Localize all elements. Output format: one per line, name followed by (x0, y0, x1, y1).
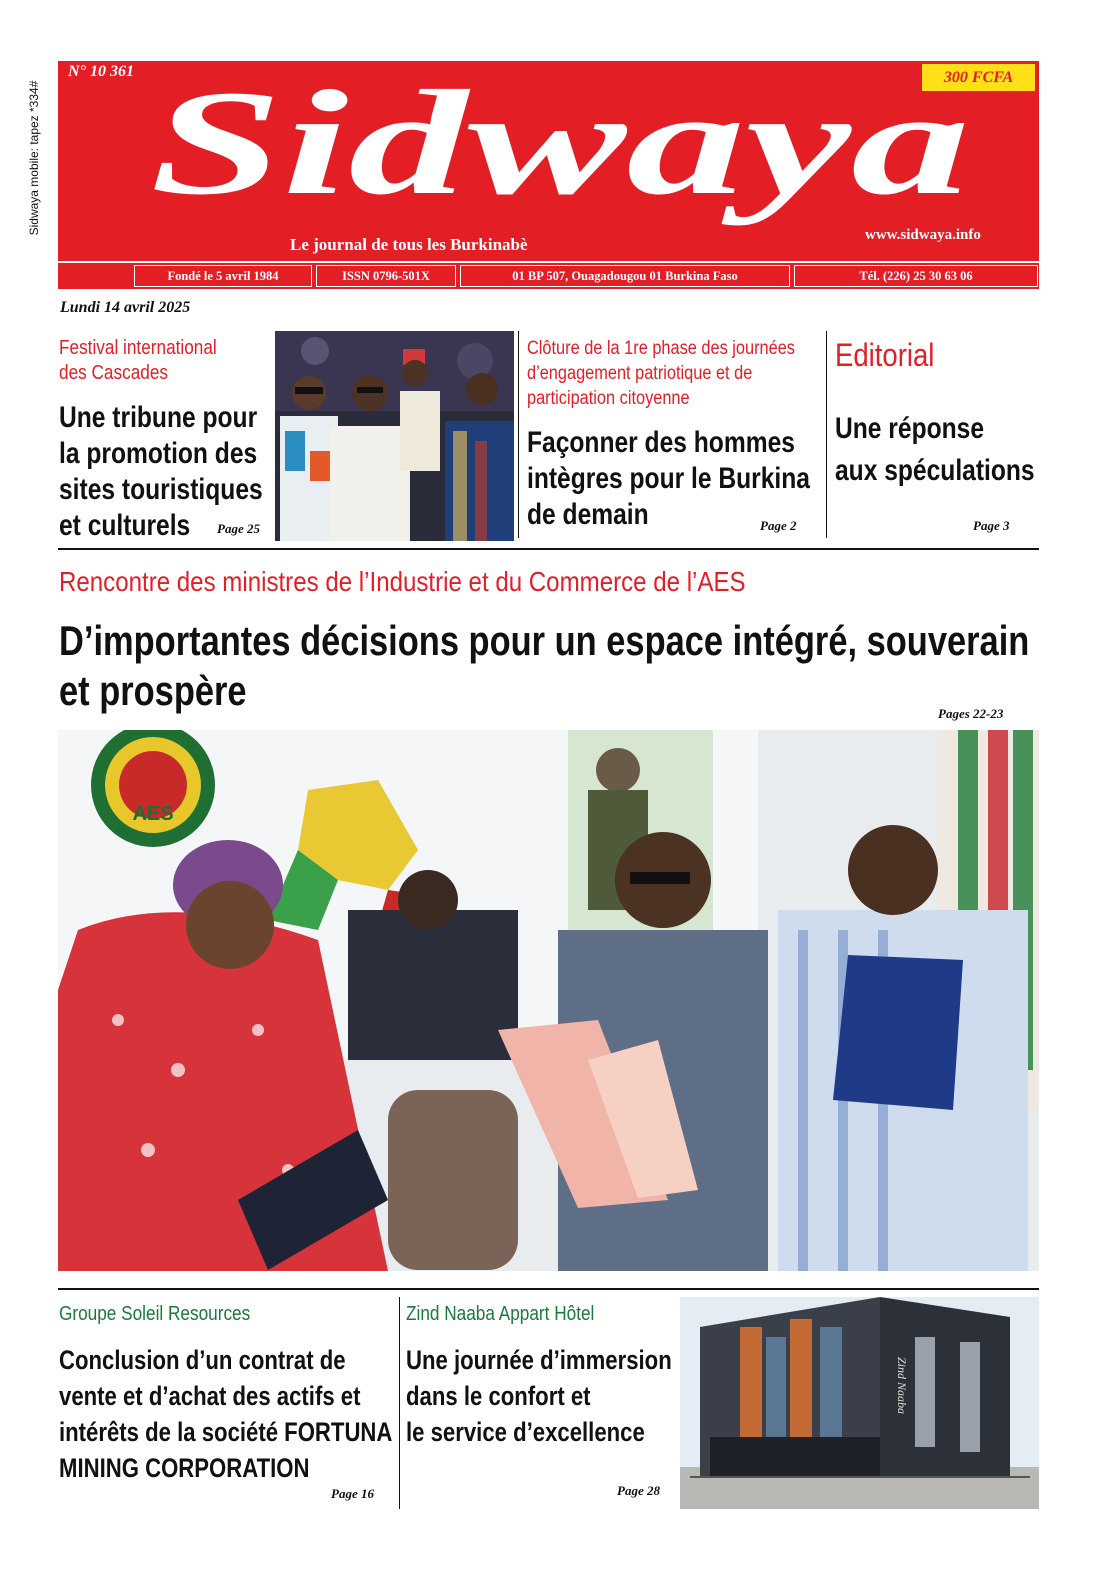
price-badge: 300 FCFA (922, 64, 1035, 91)
headline-line: vente et d’achat des actifs et (59, 1381, 361, 1411)
kicker-line: d’engagement patriotique et de (527, 363, 753, 384)
headline-line: Conclusion d’un contrat de (59, 1345, 346, 1375)
headline-line: D’importantes décisions pour un espace intégré, souverain (59, 617, 1030, 664)
festival-photo (275, 331, 514, 541)
kicker-line: des Cascades (59, 362, 169, 384)
soleil-page[interactable]: Page 16 (331, 1486, 374, 1501)
headline-line: Une tribune pour (59, 401, 258, 434)
section-divider (58, 1288, 1039, 1290)
headline-line: MINING CORPORATION (59, 1453, 310, 1483)
founded-date: Fondé le 5 avril 1984 (134, 265, 312, 287)
story-patriotic-headline[interactable] (527, 425, 810, 533)
headline-line: Une réponse (835, 412, 985, 445)
kicker-line: Festival international (59, 337, 217, 359)
main-story-photo (58, 730, 1039, 1271)
main-story-page[interactable]: Pages 22-23 (938, 706, 1004, 721)
column-divider (399, 1297, 400, 1509)
hotel-photo (680, 1297, 1039, 1509)
logo-wordmark: Sidwaya (150, 60, 970, 226)
kicker-line: Clôture de la 1re phase des journées (527, 338, 795, 359)
headline-line: Façonner des hommes (527, 426, 795, 459)
main-story-headline[interactable] (59, 616, 1029, 716)
issue-number: N° 10 361 (68, 63, 134, 80)
section-divider (58, 548, 1039, 550)
kicker-line: participation citoyenne (527, 388, 690, 409)
headline-line: le service d’excellence (406, 1417, 645, 1447)
editorial-page[interactable]: Page 3 (973, 518, 1010, 533)
headline-line: et prospère (59, 667, 247, 714)
headline-line: dans le confort et (406, 1381, 591, 1411)
headline-line: la promotion des (59, 437, 258, 470)
soleil-kicker: Groupe Soleil Resources (59, 1303, 251, 1325)
story-patriotic-kicker (527, 336, 795, 411)
column-divider (826, 331, 827, 538)
mobile-promo (22, 60, 46, 256)
editorial-headline[interactable] (835, 408, 1035, 492)
telephone: Tél. (226) 25 30 63 06 (794, 265, 1038, 287)
headline-line: de demain (527, 498, 649, 531)
mobile-promo-text: Sidwaya mobile: tapez *334# (27, 80, 41, 236)
zind-naaba-page[interactable]: Page 28 (617, 1483, 660, 1498)
story-festival-page[interactable]: Page 25 (217, 521, 260, 536)
aes-emblem-text: AES (132, 803, 174, 825)
column-divider (518, 331, 519, 538)
soleil-headline[interactable] (59, 1342, 392, 1486)
sidwaya-logo (140, 58, 980, 228)
hotel-sign-text: Zind Naaba (895, 1357, 909, 1415)
story-festival-kicker (59, 336, 217, 386)
masthead-info-bar (58, 263, 1039, 289)
zind-naaba-kicker: Zind Naaba Appart Hôtel (406, 1303, 595, 1325)
issue-date: Lundi 14 avril 2025 (60, 299, 191, 316)
headline-line: sites touristiques (59, 473, 263, 506)
story-patriotic-page[interactable]: Page 2 (760, 518, 797, 533)
headline-line: aux spéculations (835, 454, 1035, 487)
editorial-kicker: Editorial (835, 337, 935, 373)
headline-line: et culturels (59, 509, 191, 542)
main-story-kicker: Rencontre des ministres de l’Industrie et du Commerce de l’AES (59, 566, 746, 597)
zind-naaba-headline[interactable] (406, 1342, 672, 1450)
tagline: Le journal de tous les Burkinabè (290, 235, 528, 254)
headline-line: intérêts de la société FORTUNA (59, 1417, 393, 1447)
headline-line: Une journée d’immersion (406, 1345, 672, 1375)
postal-address: 01 BP 507, Ouagadougou 01 Burkina Faso (460, 265, 790, 287)
website-link[interactable]: www.sidwaya.info (865, 227, 981, 243)
headline-line: intègres pour le Burkina (527, 462, 810, 495)
issn: ISSN 0796-501X (316, 265, 456, 287)
